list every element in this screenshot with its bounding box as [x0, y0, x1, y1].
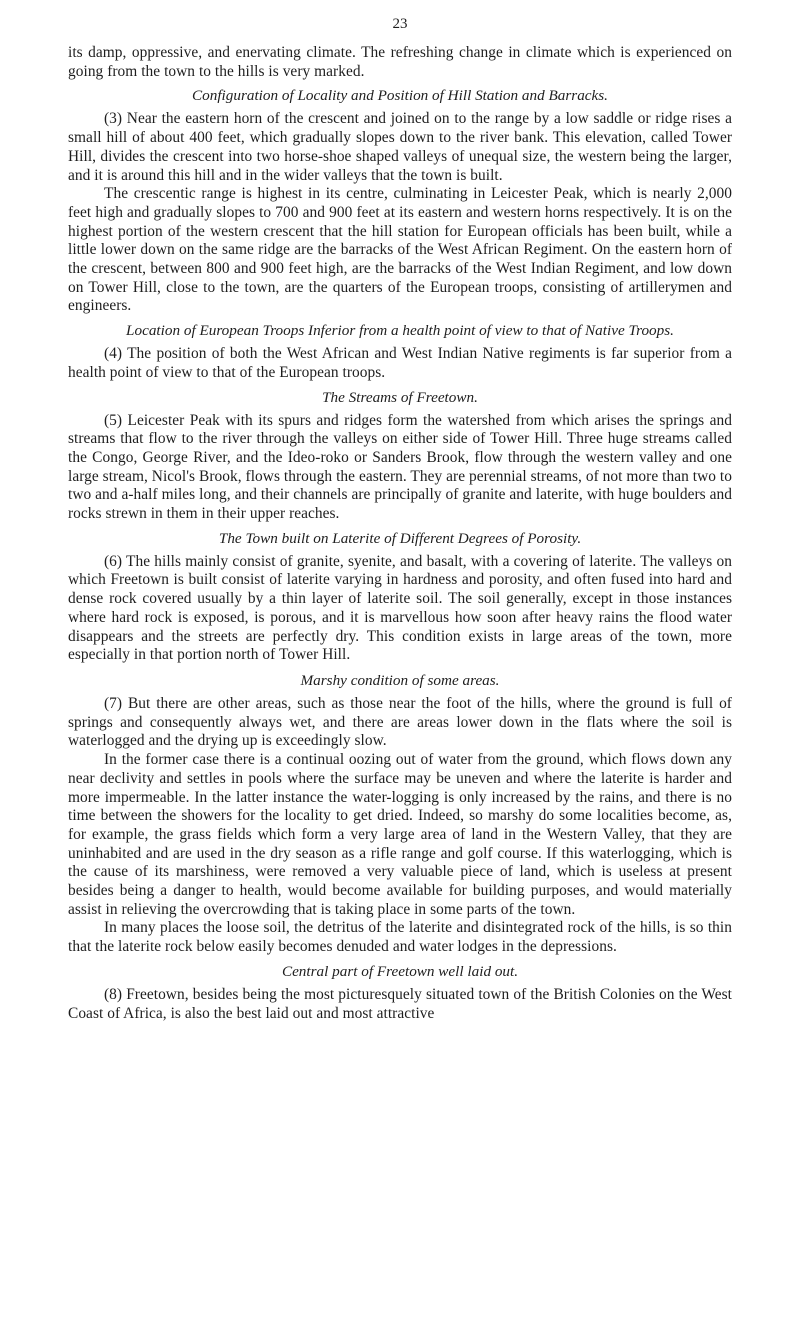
paragraph-5: (5) Leicester Peak with its spurs and ridges form the watershed from which arises the springs and streams that flow to the river through the valleys on either side of Tower Hill. Three huge streams called the Congo, George River, and the Ideo-roko or Sanders Brook, flow through the western valley and one large stream, Nicol's Brook, flows through the eastern. They are perennial streams, of not more than two to two and a-half miles long, and their channels are principally of granite and laterite, with huge boulders and rocks strewn in them in their upper reaches. — [68, 411, 732, 523]
section-heading-location: Location of European Troops Inferior from a health point of view to that of Native Troops. — [126, 322, 674, 340]
paragraph-6: (6) The hills mainly consist of granite, syenite, and basalt, with a covering of laterite. The valleys on which Freetown is built consist of laterite varying in hardness and porosity, and often fused into hard and dense rock covered usually by a thin layer of laterite soil. The soil generally, except in those instances where hard rock is exposed, is porous, and it is marvellous how soon after heavy rains the flood water disappears and the streets are perfectly dry. This condition exists in large areas of the town, more especially in that portion north of Tower Hill. — [68, 552, 732, 664]
paragraph-3: (3) Near the eastern horn of the crescent and joined on to the range by a low saddle or ridge rises a small hill of about 400 feet, which gradually slopes down to the river bank. This elevation, called Tower Hill, divides the crescent into two horse-shoe shaped valleys of unequal size, the western being the larger, and it is around this hill and in the wider valleys that the town is built. — [68, 110, 732, 184]
section-heading-laterite: The Town built on Laterite of Different Degrees of Porosity. — [218, 529, 582, 547]
page-body — [68, 44, 732, 1023]
paragraph-4: (4) The position of both the West African and West Indian Native regiments is far superior from a health point of view to that of the European troops. — [68, 345, 732, 381]
paragraph-7b: In the former case there is a continual oozing out of water from the ground, which flows down any near declivity and settles in pools where the surface may be uneven and where the laterite is harder and more impermeable. In the latter instance the water-logging is only increased by the rains, and there is no time between the showers for the locality to get dried. Indeed, so marshy do some localities become, as, for example, the grass fields which form a very large area of land in the Western Valley, that they are uninhabited and are used in the dry season as a rifle range and golf course. If this waterlogging, which is the cause of its marshiness, were removed a very valuable piece of land, which is useless at present besides being a danger to health, would become available for building purposes, and would materially assist in relieving the overcrowding that is taking place in some parts of the town. — [68, 751, 732, 918]
paragraph-8: (8) Freetown, besides being the most picturesquely situated town of the British Colonies on the West Coast of Africa, is also the best laid out and most attractive — [68, 985, 732, 1022]
section-heading-streams: The Streams of Freetown. — [322, 388, 478, 406]
section-heading-configuration: Configuration of Locality and Position of Hill Station and Barracks. — [192, 87, 608, 105]
section-heading-marshy: Marshy condition of some areas. — [300, 671, 500, 689]
paragraph-continuation: its damp, oppressive, and enervating climate. The refreshing change in climate which is experienced on going from the town to the hills is very marked. — [68, 44, 732, 80]
paragraph-3b: The crescentic range is highest in its centre, culminating in Leicester Peak, which is nearly 2,000 feet high and gradually slopes to 700 and 900 feet at its eastern and western horns respectively. It is on the highest portion of the western crescent that the hill station for European officials has been built, while a little lower down on the same ridge are the barracks of the West African Regiment. On the eastern horn of the crescent, between 800 and 900 feet high, are the barracks of the West Indian Regiment, and low down on Tower Hill, close to the town, are the quarters of the European troops, consisting of artillerymen and engineers. — [68, 185, 732, 315]
section-heading-central: Central part of Freetown well laid out. — [281, 962, 519, 980]
paragraph-7: (7) But there are other areas, such as those near the foot of the hills, where the ground is full of springs and consequently always wet, and there are areas lower down in the flats where the soil is waterlogged and the drying up is exceedingly slow. — [68, 694, 732, 750]
paragraph-7c: In many places the loose soil, the detritus of the laterite and disintegrated rock of the hills, is so thin that the laterite rock below easily becomes denuded and water lodges in the depressions. — [68, 919, 732, 956]
page-number: 23 — [392, 16, 408, 32]
